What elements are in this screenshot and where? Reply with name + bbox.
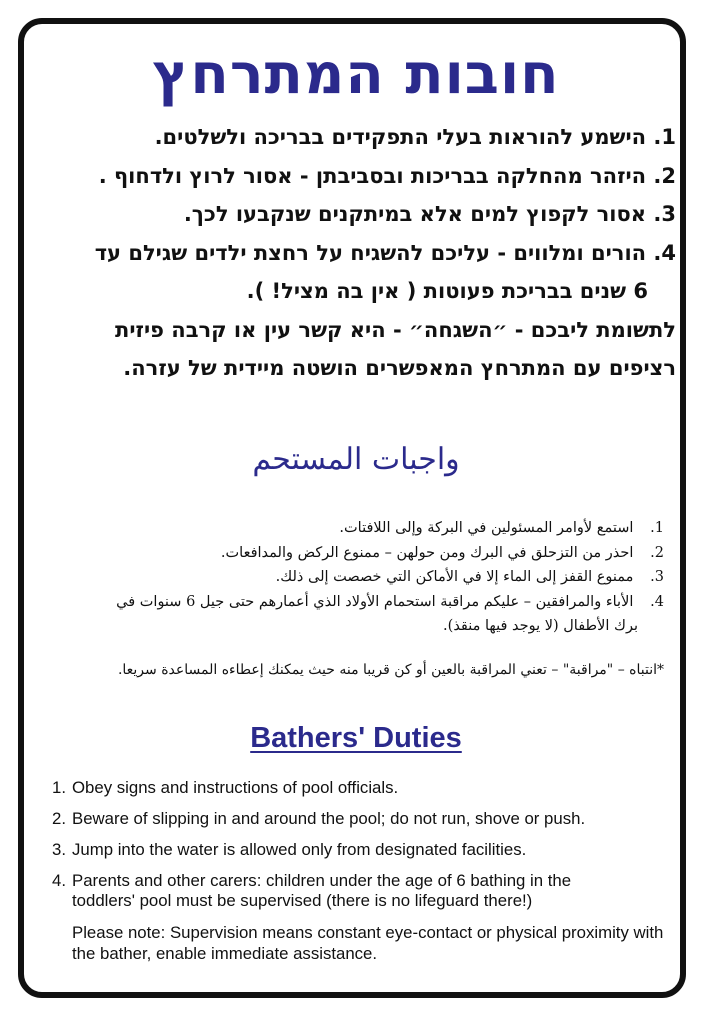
hebrew-note-line-2: רציפים עם המתרחץ המאפשרים הושטה מיידית של עזרה. — [123, 356, 676, 380]
arabic-rule-text: احذر من التزحلق في البرك ومن حولهن – ممنوع الركض والمدافعات. — [220, 544, 634, 561]
arabic-rule-number: 2. — [650, 544, 664, 561]
arabic-rule-text: استمع لأوامر المسئولين في البركة وإلى اللافتات. — [339, 520, 634, 536]
english-rule-4-cont: toddlers' pool must be supervised (there is no lifeguard there!) — [72, 891, 533, 910]
english-title: Bathers' Duties — [250, 722, 462, 754]
english-rule-text: Jump into the water is allowed only from designated facilities. — [72, 840, 527, 859]
english-rule-4 — [52, 871, 682, 911]
english-note: Please note: Supervision means constant eye-contact or physical proximity with the bather, enable immediate assistance. — [72, 923, 664, 963]
english-rule-text: Obey signs and instructions of pool officials. — [72, 778, 399, 797]
arabic-rules-list — [44, 516, 664, 639]
arabic-rule-4 — [44, 590, 664, 615]
arabic-rule-text: ممنوع القفز إلى الماء إلا في الأماكن التي خصصت إلى ذلك. — [275, 569, 634, 585]
hebrew-rule-2: 2. היזהר מהחלקה בבריכות ובסביבתן - אסור לרוץ ולדחוף . — [98, 163, 676, 188]
hebrew-note-line-1: לתשומת ליבכם - ״השגחה״ - היא קשר עין או קרבה פיזית — [115, 317, 676, 342]
arabic-rule-number: 4. — [650, 593, 664, 610]
english-rules-list — [52, 778, 682, 922]
arabic-rule-text: الأباء والمرافقين – عليكم مراقبة استحمام الأولاد الذي أعمارهم حتى جيل 6 سنوات في — [116, 593, 634, 610]
hebrew-rule-4: 4. הורים ומלווים - עליכם להשגיח על רחצת ילדים שגילם עד — [94, 240, 676, 265]
english-rule-number: 1. — [52, 778, 66, 797]
hebrew-title: חובות המתרחץ — [152, 42, 560, 107]
english-rule-text: Parents and other carers: children under the age of 6 bathing in the — [72, 871, 572, 890]
arabic-rule-number: 3. — [650, 569, 664, 585]
arabic-rule-1 — [44, 516, 664, 541]
arabic-rule-2 — [44, 541, 664, 566]
english-rule-3 — [52, 840, 682, 860]
hebrew-rules-list — [40, 118, 676, 388]
english-rule-text: Beware of slipping in and around the pool; do not run, shove or push. — [72, 809, 586, 828]
arabic-title: واجبات المستحم — [252, 442, 460, 477]
english-rule-number: 4. — [52, 871, 66, 890]
english-rule-2 — [52, 809, 682, 829]
english-rule-number: 2. — [52, 809, 66, 828]
english-rule-number: 3. — [52, 840, 66, 859]
hebrew-rule-3: 3. אסור לקפוץ למים אלא במיתקנים שנקבעו לכך. — [183, 202, 676, 226]
arabic-rule-4-cont: برك الأطفال (لا يوجد فيها منقذ). — [443, 618, 638, 634]
arabic-rule-number: 1. — [650, 520, 664, 536]
english-rule-1 — [52, 778, 682, 798]
arabic-note: *انتباه – "مراقبة" – تعني المراقبة بالعين أو كن قريبا منه حيث يمكنك إعطاءه المساعدة سريعا. — [117, 662, 664, 678]
hebrew-rule-4-cont: 6 שנים בבריכת פעוטות ( אין בה מציל! ). — [246, 279, 648, 303]
hebrew-rule-1: 1. הישמע להוראות בעלי התפקידים בבריכה ולשלטים. — [154, 125, 676, 149]
arabic-rule-3 — [44, 565, 664, 590]
